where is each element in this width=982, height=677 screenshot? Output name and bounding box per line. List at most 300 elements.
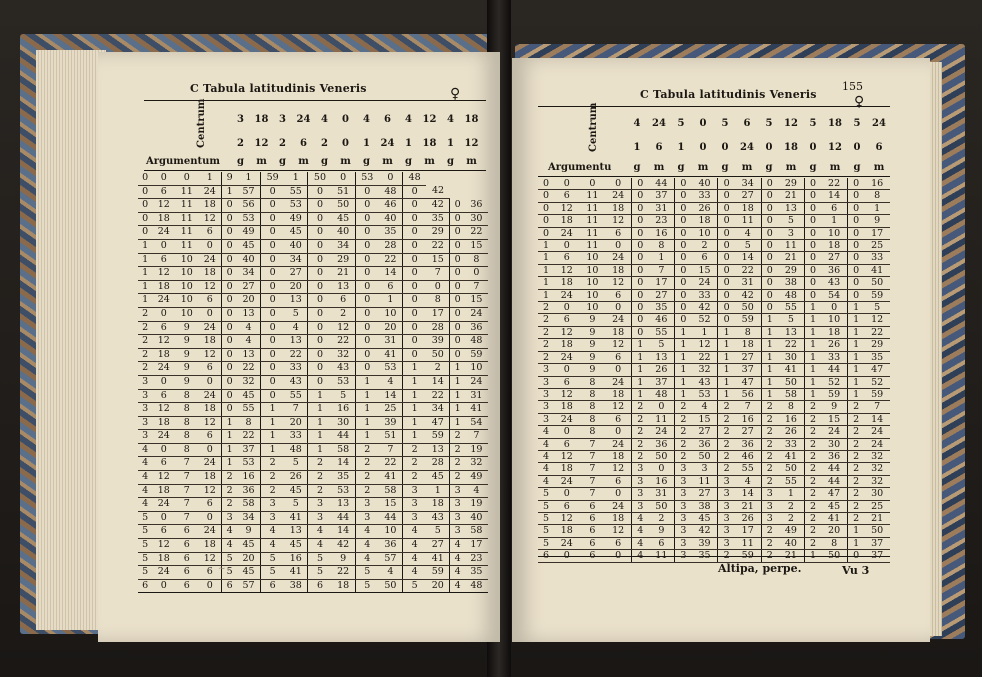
right-table-cell: 0 bbox=[675, 289, 692, 301]
right-table-cell: 8 bbox=[778, 401, 804, 413]
right-table-cell: 0 bbox=[761, 252, 778, 264]
right-table-cell: 7 bbox=[864, 401, 890, 413]
right-table-cell: 10 bbox=[580, 264, 606, 276]
left-table-cell: 53 bbox=[379, 362, 403, 376]
right-unit-header-8: g bbox=[809, 162, 817, 173]
left-table-row bbox=[138, 280, 488, 294]
right-table-bottom-rule bbox=[538, 556, 890, 557]
right-table-cell: 7 bbox=[580, 475, 606, 487]
right-table-cell: 12 bbox=[554, 202, 580, 214]
left-table-cell: 5 bbox=[261, 552, 285, 566]
right-table-cell: 6 bbox=[554, 252, 580, 264]
right-table-cell: 0 bbox=[804, 240, 821, 252]
right-table-row bbox=[538, 264, 890, 276]
left-centrum-row1-cell-7: 6 bbox=[384, 114, 391, 125]
right-table-cell: 2 bbox=[761, 426, 778, 438]
right-table-row bbox=[538, 450, 890, 462]
right-table-row bbox=[538, 326, 890, 338]
right-table-cell: 50 bbox=[735, 302, 761, 314]
right-table-row bbox=[538, 202, 890, 214]
right-table-row bbox=[538, 240, 890, 252]
left-table-cell: 16 bbox=[237, 471, 261, 485]
left-table-cell: 36 bbox=[465, 321, 488, 335]
right-table-cell: 1 bbox=[761, 326, 778, 338]
left-table-cell: 3 bbox=[403, 484, 427, 498]
right-table-row bbox=[538, 227, 890, 239]
left-table-cell: 0 bbox=[355, 321, 379, 335]
left-centrum-row2-cell-1: 12 bbox=[254, 138, 269, 149]
left-table-cell: 0 bbox=[403, 199, 427, 213]
left-table-cell: 2 bbox=[138, 307, 152, 321]
right-table-cell: 2 bbox=[675, 413, 692, 425]
right-table-cell: 55 bbox=[735, 463, 761, 475]
left-table-cell: 48 bbox=[465, 579, 488, 593]
left-table-cell: 0 bbox=[261, 307, 285, 321]
left-table-cell: 55 bbox=[284, 185, 308, 199]
left-table-cell: 10 bbox=[175, 294, 198, 308]
right-table-cell: 43 bbox=[692, 376, 718, 388]
left-table-cell: 59 bbox=[426, 566, 450, 580]
left-table-cell: 7 bbox=[284, 403, 308, 417]
right-table-cell: 1 bbox=[821, 215, 847, 227]
left-table-cell: 9 bbox=[237, 525, 261, 539]
left-table-cell: 0 bbox=[222, 267, 237, 281]
right-table-cell: 0 bbox=[761, 202, 778, 214]
left-table-cell: 53 bbox=[237, 457, 261, 471]
right-table-cell: 6 bbox=[605, 289, 631, 301]
right-table-row bbox=[538, 438, 890, 450]
left-table-top-rule bbox=[144, 170, 486, 171]
left-table-cell: 2 bbox=[222, 484, 237, 498]
left-table-cell: 45 bbox=[284, 226, 308, 240]
right-table-cell: 32 bbox=[692, 364, 718, 376]
left-table-cell: 0 bbox=[261, 375, 285, 389]
left-table-cell: 0 bbox=[426, 280, 450, 294]
right-table-cell: 1 bbox=[718, 376, 735, 388]
right-table-cell: 6 bbox=[605, 475, 631, 487]
left-centrum-row2-cell-2: 2 bbox=[279, 138, 286, 149]
right-table-cell: 10 bbox=[821, 314, 847, 326]
left-table-cell: 9 bbox=[175, 335, 198, 349]
left-table-cell: 5 bbox=[355, 579, 379, 593]
left-table-cell: 29 bbox=[332, 253, 356, 267]
right-table-cell: 2 bbox=[761, 525, 778, 537]
left-table-cell: 22 bbox=[284, 348, 308, 362]
left-table-cell: 0 bbox=[403, 321, 427, 335]
left-table-cell: 0 bbox=[222, 403, 237, 417]
right-table-cell: 1 bbox=[632, 388, 649, 400]
left-unit-header-0: g bbox=[237, 156, 244, 167]
right-table-cell: 1 bbox=[718, 351, 735, 363]
left-table-cell: 0 bbox=[261, 294, 285, 308]
left-table-cell: 5 bbox=[138, 566, 152, 580]
left-table-cell: 14 bbox=[379, 389, 403, 403]
left-table-cell: 0 bbox=[138, 199, 152, 213]
right-table-cell: 52 bbox=[692, 314, 718, 326]
right-table-cell: 1 bbox=[675, 364, 692, 376]
right-table-cell: 3 bbox=[761, 500, 778, 512]
left-table-cell: 27 bbox=[284, 267, 308, 281]
left-table-cell: 40 bbox=[237, 253, 261, 267]
left-table-cell: 41 bbox=[465, 403, 488, 417]
right-table-cell: 2 bbox=[804, 426, 821, 438]
right-table-cell: 18 bbox=[554, 277, 580, 289]
right-table-cell: 0 bbox=[675, 264, 692, 276]
right-table-cell: 59 bbox=[821, 388, 847, 400]
right-argumentum-label: Argumentu bbox=[548, 162, 612, 173]
right-table-cell: 33 bbox=[864, 252, 890, 264]
right-table-cell: 0 bbox=[632, 289, 649, 301]
left-unit-header-4: g bbox=[321, 156, 328, 167]
left-table-cell: 0 bbox=[175, 172, 198, 185]
left-table-cell: 2 bbox=[222, 498, 237, 512]
left-table-cell: 1 bbox=[403, 416, 427, 430]
right-table-cell: 18 bbox=[554, 463, 580, 475]
right-table-cell: 2 bbox=[538, 351, 554, 363]
right-table-cell: 9 bbox=[821, 401, 847, 413]
right-table-cell: 23 bbox=[648, 215, 674, 227]
right-table-cell: 1 bbox=[848, 339, 865, 351]
right-table-cell: 2 bbox=[718, 450, 735, 462]
right-table-cell: 1 bbox=[761, 376, 778, 388]
left-table-cell: 22 bbox=[379, 253, 403, 267]
right-table-cell: 14 bbox=[735, 488, 761, 500]
right-table-cell: 59 bbox=[735, 550, 761, 562]
left-table-cell: 15 bbox=[465, 294, 488, 308]
left-table-cell: 45 bbox=[237, 539, 261, 553]
left-table-cell: 3 bbox=[355, 511, 379, 525]
right-table-cell: 2 bbox=[718, 550, 735, 562]
left-table-cell: 12 bbox=[198, 552, 222, 566]
left-centrum-row2-cell-4: 2 bbox=[321, 138, 328, 149]
left-table-cell: 3 bbox=[222, 511, 237, 525]
right-table-cell: 0 bbox=[538, 190, 554, 202]
right-table-cell: 0 bbox=[761, 190, 778, 202]
right-table-cell: 2 bbox=[804, 438, 821, 450]
right-table-cell: 6 bbox=[554, 438, 580, 450]
right-table-cell: 3 bbox=[718, 537, 735, 549]
right-table-cell: 4 bbox=[538, 426, 554, 438]
left-table-cell: 0 bbox=[308, 212, 332, 226]
right-table-cell: 0 bbox=[632, 314, 649, 326]
left-table-cell: 11 bbox=[175, 199, 198, 213]
left-table-cell: 0 bbox=[308, 362, 332, 376]
left-table-cell: 51 bbox=[332, 185, 356, 199]
right-table-cell: 41 bbox=[821, 512, 847, 524]
left-table-cell: 6 bbox=[175, 525, 198, 539]
left-table-cell: 2 bbox=[138, 362, 152, 376]
left-table-cell: 7 bbox=[175, 511, 198, 525]
left-table-cell: 0 bbox=[403, 348, 427, 362]
right-table-cell: 12 bbox=[605, 525, 631, 537]
right-table-row bbox=[538, 190, 890, 202]
right-table-cell: 0 bbox=[804, 277, 821, 289]
right-table-cell: 31 bbox=[648, 488, 674, 500]
left-table-cell: 53 bbox=[332, 484, 356, 498]
right-table-cell: 0 bbox=[761, 289, 778, 301]
left-table-cell: 1 bbox=[450, 375, 465, 389]
right-centrum-row2-cell-3: 0 bbox=[699, 142, 707, 153]
right-centrum-row2-cell-9: 12 bbox=[828, 142, 842, 153]
right-table-cell: 2 bbox=[761, 550, 778, 562]
left-table-cell: 5 bbox=[138, 511, 152, 525]
left-table-cell: 0 bbox=[222, 375, 237, 389]
left-table-cell: 10 bbox=[175, 307, 198, 321]
right-table-cell: 6 bbox=[692, 252, 718, 264]
right-table-cell: 0 bbox=[538, 178, 554, 190]
right-table-cell: 2 bbox=[848, 401, 865, 413]
right-table-row bbox=[538, 351, 890, 363]
left-table-cell: 22 bbox=[426, 239, 450, 253]
right-table-cell: 35 bbox=[648, 302, 674, 314]
right-table-cell: 1 bbox=[648, 252, 674, 264]
right-table-cell: 26 bbox=[648, 364, 674, 376]
left-table-cell: 0 bbox=[308, 335, 332, 349]
right-table-cell: 0 bbox=[718, 264, 735, 276]
left-table-row bbox=[138, 539, 488, 553]
right-table-cell: 55 bbox=[778, 302, 804, 314]
left-table-cell: 15 bbox=[426, 253, 450, 267]
left-table-row bbox=[138, 199, 488, 213]
left-table-cell: 0 bbox=[152, 579, 175, 593]
right-table-cell: 0 bbox=[605, 178, 631, 190]
right-table-cell: 2 bbox=[675, 401, 692, 413]
left-table-cell: 43 bbox=[332, 362, 356, 376]
right-table-cell: 9 bbox=[580, 339, 606, 351]
right-page-title: C Tabula latitudinis Veneris bbox=[640, 88, 817, 101]
right-table-cell: 4 bbox=[538, 450, 554, 462]
right-table-cell: 24 bbox=[554, 289, 580, 301]
right-table-cell: 2 bbox=[848, 475, 865, 487]
right-table-cell: 24 bbox=[554, 227, 580, 239]
left-table-row bbox=[138, 375, 488, 389]
right-table-cell: 1 bbox=[632, 351, 649, 363]
right-table-cell: 36 bbox=[735, 438, 761, 450]
left-table-cell: 42 bbox=[426, 199, 450, 213]
right-centrum-row2-cell-2: 1 bbox=[677, 142, 685, 153]
right-table-cell: 2 bbox=[804, 488, 821, 500]
right-table-cell: 16 bbox=[648, 475, 674, 487]
right-table-cell: 24 bbox=[864, 426, 890, 438]
left-table-cell: 32 bbox=[332, 348, 356, 362]
left-table-cell: 3 bbox=[403, 498, 427, 512]
right-table-cell: 44 bbox=[821, 364, 847, 376]
left-table-cell: 2 bbox=[426, 362, 450, 376]
right-table-cell: 8 bbox=[735, 326, 761, 338]
left-table-cell: 27 bbox=[237, 280, 261, 294]
left-table-cell: 6 bbox=[198, 430, 222, 444]
left-table-cell: 0 bbox=[355, 267, 379, 281]
right-table-cell: 15 bbox=[692, 264, 718, 276]
right-table-cell: 2 bbox=[632, 426, 649, 438]
right-table-cell: 2 bbox=[848, 438, 865, 450]
right-unit-header-11: m bbox=[873, 162, 885, 173]
right-table-cell: 6 bbox=[605, 351, 631, 363]
left-table-cell: 59 bbox=[465, 348, 488, 362]
left-table-cell: 0 bbox=[198, 239, 222, 253]
left-table-cell: 57 bbox=[237, 185, 261, 199]
right-table-cell: 3 bbox=[632, 500, 649, 512]
right-table-row bbox=[538, 525, 890, 537]
left-table-cell: 6 bbox=[198, 294, 222, 308]
left-table-cell: 1 bbox=[138, 267, 152, 281]
left-table-cell: 6 bbox=[175, 579, 198, 593]
left-table-cell: 11 bbox=[175, 226, 198, 240]
right-centrum-row2 bbox=[626, 142, 890, 153]
right-unit-header-5: m bbox=[741, 162, 753, 173]
left-table-cell: 50 bbox=[308, 172, 332, 185]
left-table-cell: 13 bbox=[284, 335, 308, 349]
left-table-cell: 0 bbox=[308, 253, 332, 267]
left-table-cell: 1 bbox=[403, 389, 427, 403]
left-table-cell: 2 bbox=[403, 457, 427, 471]
left-table-row bbox=[138, 239, 488, 253]
right-table-cell: 1 bbox=[632, 339, 649, 351]
left-table-cell: 5 bbox=[308, 552, 332, 566]
left-table-cell: 3 bbox=[261, 511, 285, 525]
left-table-cell: 49 bbox=[237, 226, 261, 240]
right-table-row bbox=[538, 277, 890, 289]
left-table-cell: 5 bbox=[284, 307, 308, 321]
left-table-cell: 2 bbox=[222, 471, 237, 485]
left-table-cell: 18 bbox=[152, 212, 175, 226]
right-unit-header-1: m bbox=[653, 162, 665, 173]
right-table-cell: 0 bbox=[804, 252, 821, 264]
left-table-cell: 35 bbox=[465, 566, 488, 580]
left-table-cell: 5 bbox=[138, 552, 152, 566]
right-table-cell: 3 bbox=[692, 463, 718, 475]
right-table-cell: 2 bbox=[632, 438, 649, 450]
left-table-cell: 0 bbox=[198, 511, 222, 525]
left-table-cell: 0 bbox=[152, 307, 175, 321]
left-table-cell: 1 bbox=[426, 484, 450, 498]
left-table-cell: 3 bbox=[261, 498, 285, 512]
left-table-cell: 0 bbox=[308, 280, 332, 294]
left-table-cell: 42 bbox=[332, 539, 356, 553]
left-table-cell: 2 bbox=[261, 484, 285, 498]
left-table-cell: 4 bbox=[138, 471, 152, 485]
left-table-cell: 0 bbox=[403, 267, 427, 281]
right-table-cell: 0 bbox=[605, 240, 631, 252]
left-table-cell: 19 bbox=[465, 498, 488, 512]
left-table-cell: 0 bbox=[261, 199, 285, 213]
right-table-cell: 0 bbox=[848, 264, 865, 276]
right-table-cell: 2 bbox=[718, 438, 735, 450]
left-page-edges bbox=[36, 50, 106, 630]
left-table-cell: 4 bbox=[138, 443, 152, 457]
left-table-cell: 2 bbox=[355, 443, 379, 457]
right-table-cell: 18 bbox=[735, 202, 761, 214]
right-table-cell: 21 bbox=[778, 252, 804, 264]
left-table-cell: 3 bbox=[450, 484, 465, 498]
left-table-cell: 22 bbox=[426, 389, 450, 403]
left-table-cell: 0 bbox=[403, 280, 427, 294]
right-table-cell: 1 bbox=[538, 252, 554, 264]
right-table-cell: 1 bbox=[675, 339, 692, 351]
right-table-cell: 47 bbox=[821, 488, 847, 500]
right-table-cell: 46 bbox=[735, 450, 761, 462]
left-table-cell: 0 bbox=[355, 239, 379, 253]
left-table-cell: 5 bbox=[332, 389, 356, 403]
left-table-cell: 18 bbox=[152, 552, 175, 566]
right-unit-header-9: m bbox=[829, 162, 841, 173]
left-table-cell: 0 bbox=[261, 280, 285, 294]
left-table-cell: 9 bbox=[222, 172, 237, 185]
left-unit-header-8: g bbox=[405, 156, 412, 167]
right-table-cell: 15 bbox=[821, 413, 847, 425]
left-table-cell: 0 bbox=[138, 226, 152, 240]
right-table-cell: 8 bbox=[580, 401, 606, 413]
left-table-cell: 6 bbox=[152, 321, 175, 335]
left-table-cell: 42 bbox=[426, 185, 450, 199]
left-argumentum-label: Argumentum bbox=[146, 156, 220, 167]
right-table-cell: 0 bbox=[718, 302, 735, 314]
right-table-cell: 6 bbox=[538, 550, 554, 562]
right-table-cell: 4 bbox=[538, 463, 554, 475]
right-table-cell: 59 bbox=[735, 314, 761, 326]
left-table-cell: 7 bbox=[175, 498, 198, 512]
right-centrum-row1-cell-9: 18 bbox=[828, 118, 842, 129]
left-centrum-row1-cell-10: 4 bbox=[447, 114, 454, 125]
right-unit-header-4: g bbox=[721, 162, 729, 173]
right-table-cell: 5 bbox=[538, 525, 554, 537]
left-table-cell: 0 bbox=[450, 294, 465, 308]
left-table-cell: 48 bbox=[379, 185, 403, 199]
right-table-row bbox=[538, 488, 890, 500]
right-table-cell: 0 bbox=[761, 178, 778, 190]
left-table-cell: 34 bbox=[237, 267, 261, 281]
right-table-cell: 22 bbox=[821, 178, 847, 190]
right-table-cell: 7 bbox=[580, 463, 606, 475]
right-table-cell: 24 bbox=[864, 438, 890, 450]
left-table-cell: 1 bbox=[138, 280, 152, 294]
left-table-cell: 8 bbox=[175, 443, 198, 457]
left-table-cell: 0 bbox=[355, 280, 379, 294]
left-table-cell: 58 bbox=[465, 525, 488, 539]
left-table-cell: 2 bbox=[261, 457, 285, 471]
right-table-cell: 6 bbox=[605, 537, 631, 549]
left-table-cell: 1 bbox=[138, 294, 152, 308]
right-table-cell: 12 bbox=[605, 215, 631, 227]
left-table-cell: 55 bbox=[237, 403, 261, 417]
right-table-cell: 4 bbox=[735, 475, 761, 487]
right-table-cell: 1 bbox=[675, 388, 692, 400]
left-table-cell: 21 bbox=[332, 267, 356, 281]
right-table-cell: 27 bbox=[648, 289, 674, 301]
left-table-cell: 2 bbox=[308, 471, 332, 485]
right-table-cell: 0 bbox=[848, 190, 865, 202]
left-table-cell: 41 bbox=[284, 566, 308, 580]
left-table-cell: 1 bbox=[222, 443, 237, 457]
right-table-cell: 43 bbox=[821, 277, 847, 289]
left-table-cell: 0 bbox=[355, 348, 379, 362]
right-table-cell: 0 bbox=[554, 426, 580, 438]
right-table-cell: 12 bbox=[554, 388, 580, 400]
left-table-cell: 16 bbox=[332, 403, 356, 417]
left-table-cell: 0 bbox=[138, 212, 152, 226]
right-table-row bbox=[538, 512, 890, 524]
right-table-cell: 11 bbox=[580, 215, 606, 227]
left-table-cell: 34 bbox=[237, 511, 261, 525]
right-table-cell: 2 bbox=[761, 475, 778, 487]
right-table-cell: 3 bbox=[718, 488, 735, 500]
left-table-cell: 4 bbox=[237, 321, 261, 335]
left-table-cell: 0 bbox=[152, 443, 175, 457]
right-table-cell: 1 bbox=[718, 326, 735, 338]
left-table-cell: 4 bbox=[403, 525, 427, 539]
left-table-row bbox=[138, 484, 488, 498]
left-table-cell: 1 bbox=[403, 403, 427, 417]
